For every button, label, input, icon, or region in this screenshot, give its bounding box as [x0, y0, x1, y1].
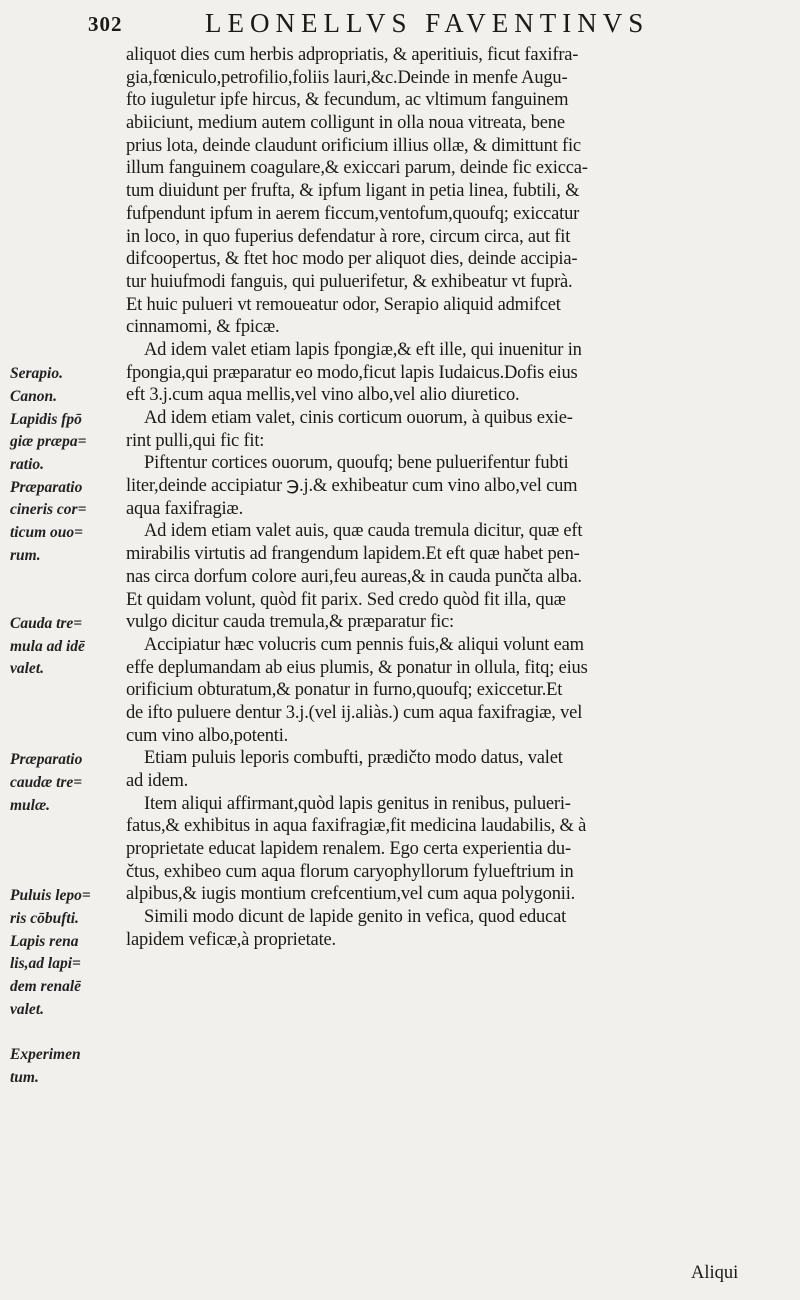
- text-line: fpongia,qui præparatur eo modo,ficut lapis Iudaicus.Dofis eius: [126, 362, 578, 383]
- text-line: tum diuidunt per frufta, & ipfum ligant in petia linea, fubtili, &: [126, 181, 580, 202]
- text-line: Etiam puluis leporis combufti, prædičto modo datus, valet: [144, 748, 563, 769]
- text-line: difcoopertus, & ftet hoc modo per aliquot dies, deinde accipia-: [126, 249, 578, 270]
- margin-note: ticum ouo=: [10, 524, 83, 541]
- text-line: Accipiatur hæc volucris cum pennis fuis,& aliqui volunt eam: [144, 634, 584, 655]
- text-line: Piftentur cortices ouorum, quoufq; bene puluerifentur fubti: [144, 453, 569, 474]
- text-line: nas circa dorfum colore auri,feu aureas,& in cauda punčta alba.: [126, 566, 582, 587]
- text-line: illum fanguinem coagulare,& exiccari parum, deinde fic exicca-: [126, 158, 588, 179]
- margin-note: valet.: [10, 1001, 44, 1018]
- margin-note: rum.: [10, 547, 41, 564]
- text-line: prius lota, deinde claudunt orificium illius ollæ, & dimittunt fic: [126, 135, 581, 156]
- margin-note: Puluis lepo=: [10, 887, 91, 904]
- text-line: cinnamomi, & fpicæ.: [126, 317, 280, 338]
- text-line: aqua faxifragiæ.: [126, 498, 243, 519]
- text-line: gia,fœniculo,petrofilio,foliis lauri,&c.Deinde in menfe Augu-: [126, 67, 568, 88]
- text-line: de ifto puluere dentur 3.j.(vel ij.aliàs.) cum aqua faxifragiæ, vel: [126, 702, 583, 723]
- text-line: čtus, exhibeo cum aqua florum caryophyllorum fylueftrium in: [126, 861, 574, 882]
- margin-note: tum.: [10, 1069, 39, 1086]
- text-line: Item aliqui affirmant,quòd lapis genitus in renibus, pulueri-: [144, 793, 571, 814]
- text-line: liter,deinde accipiatur ℈.j.& exhibeatur cum vino albo,vel cum: [126, 476, 578, 497]
- text-line: fto iuguletur ipfe hircus, & fecundum, ac vltimum fanguinem: [126, 90, 569, 111]
- catchword: Aliqui: [691, 1263, 739, 1283]
- margin-note: ris cōbufti.: [10, 910, 79, 927]
- text-line: fatus,& exhibitus in aqua faxifragiæ,fit medicina laudabilis, & à: [126, 816, 587, 837]
- text-line: Ad idem etiam valet auis, quæ cauda tremula dicitur, quæ eft: [144, 521, 583, 542]
- margin-note: Lapidis fpō: [10, 411, 82, 428]
- text-line: rint pulli,qui fic fit:: [126, 430, 265, 451]
- text-line: aliquot dies cum herbis adpropriatis, & aperitiuis, ficut faxifra-: [126, 45, 579, 65]
- margin-note: ratio.: [10, 456, 45, 473]
- margin-note: Cauda tre=: [10, 615, 83, 632]
- text-line: alpibus,& iugis montium crefcentium,vel cum aqua polygonii.: [126, 884, 576, 905]
- margin-note: mulæ.: [10, 797, 51, 814]
- text-line: fufpendunt ipfum in aerem ficcum,ventofum,quoufq; exiccatur: [126, 203, 580, 224]
- page-header: [0, 0, 800, 46]
- text-line: effe deplumandam ab eius plumis, & ponatur in ollula, fitq; eius: [126, 657, 588, 678]
- margin-note: giæ præpa=: [10, 433, 87, 450]
- text-line: Ad idem valet etiam lapis fpongiæ,& eft ille, qui inuenitur in: [144, 339, 582, 360]
- text-line: ad idem.: [126, 771, 189, 791]
- margin-note: cineris cor=: [10, 501, 87, 518]
- running-title: LEONELLVS FAVENTINVS: [205, 8, 650, 38]
- main-text: [126, 44, 776, 952]
- margin-note: mula ad idē: [10, 638, 85, 655]
- text-line: proprietate educat lapidem renalem. Ego certa experientia du-: [126, 839, 571, 860]
- text-line: Ad idem etiam valet, cinis corticum ouorum, à quibus exie-: [144, 408, 573, 428]
- text-line: mirabilis virtutis ad frangendum lapidem.Et eft quæ habet pen-: [126, 544, 580, 565]
- margin-note: valet.: [10, 660, 44, 677]
- text-line: cum vino albo,potenti.: [126, 725, 289, 746]
- margin-note: Lapis rena: [10, 933, 79, 950]
- margin-note: Canon.: [10, 388, 57, 405]
- margin-note: Præparatio: [10, 479, 83, 496]
- margin-note: dem renalē: [10, 978, 82, 995]
- margin-note: lis,ad lapi=: [10, 955, 81, 972]
- margin-note: caudæ tre=: [10, 774, 83, 791]
- margin-note: Serapio.: [10, 365, 63, 382]
- text-line: Et huic pulueri vt remoueatur odor, Serapio aliquid admifcet: [126, 294, 561, 315]
- page-number: 302: [88, 12, 123, 36]
- text-line: lapidem veficæ,à proprietate.: [126, 929, 336, 950]
- text-line: in loco, in quo fuperius defendatur à rore, circum circa, aut fit: [126, 226, 571, 247]
- text-line: Simili modo dicunt de lapide genito in vefica, quod educat: [144, 907, 567, 928]
- text-line: orificium obturatum,& ponatur in furno,quoufq; exiccetur.Et: [126, 680, 563, 701]
- text-line: eft 3.j.cum aqua mellis,vel vino albo,vel alio diuretico.: [126, 385, 520, 406]
- text-line: abiiciunt, medium autem colligunt in olla noua vitreata, bene: [126, 113, 565, 134]
- text-line: vulgo dicitur cauda tremula,& præparatur fic:: [126, 612, 454, 633]
- text-line: Et quidam volunt, quòd fit parix. Sed credo quòd fit illa, quæ: [126, 589, 566, 610]
- margin-note: Experimen: [10, 1046, 81, 1063]
- margin-note: Præparatio: [10, 751, 83, 768]
- text-line: tur huiufmodi fanguis, qui puluerifetur, & exhibeatur vt fuprà.: [126, 271, 573, 292]
